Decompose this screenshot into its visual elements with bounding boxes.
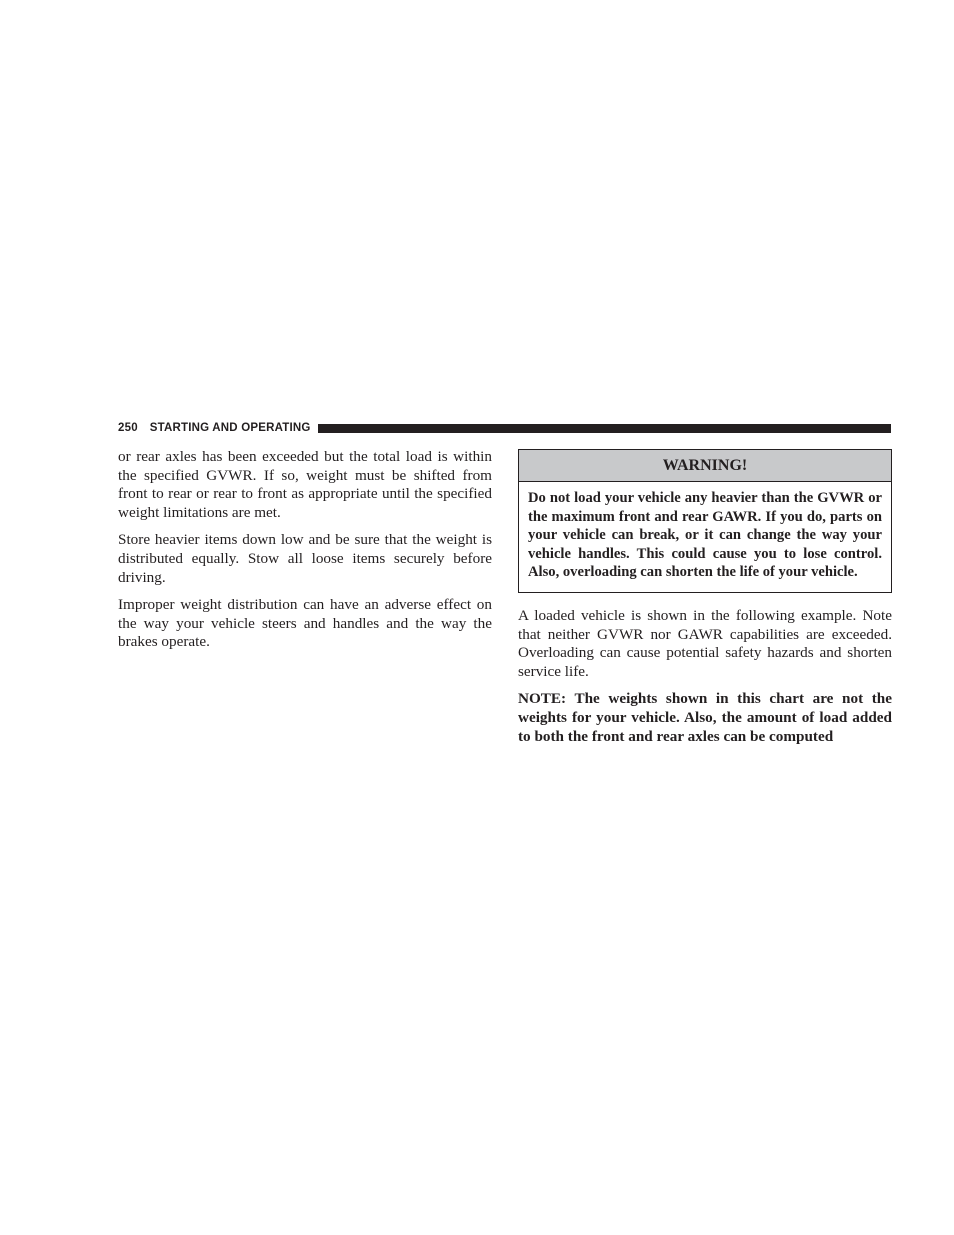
paragraph: A loaded vehicle is shown in the following example. Note that neither GVWR nor GAWR capabilities are exceeded. Overloading can cause potential safety hazards and shorten service life. [518, 606, 892, 680]
warning-box [518, 449, 892, 593]
section-title: STARTING AND OPERATING [149, 422, 311, 434]
warning-body: Do not load your vehicle any heavier than the GVWR or the maximum front and rear GAWR. If you do, parts on your vehicle can break, or it can change the way your vehicle handles. This could cause you to lose control. Also, overloading can shorten the life of your vehicle. [528, 490, 882, 581]
page-header [118, 420, 891, 436]
paragraph: Improper weight distribution can have an adverse effect on the way your vehicle steers and handles and the way the brakes operate. [118, 596, 492, 651]
page-number: 250 [118, 422, 138, 434]
left-column [118, 448, 492, 661]
paragraph: Store heavier items down low and be sure that the weight is distributed equally. Stow all loose items securely before driving. [118, 531, 492, 586]
right-column [518, 449, 892, 755]
warning-title: WARNING! [519, 450, 891, 482]
header-rule [318, 424, 891, 433]
paragraph: or rear axles has been exceeded but the total load is within the specified GVWR. If so, weight must be shifted from front to rear or rear to front as appropriate until the specified weight limitations are met. [118, 448, 492, 521]
note-paragraph: NOTE: The weights shown in this chart are not the weights for your vehicle. Also, the amount of load added to both the front and rear axles can be computed [518, 690, 892, 745]
